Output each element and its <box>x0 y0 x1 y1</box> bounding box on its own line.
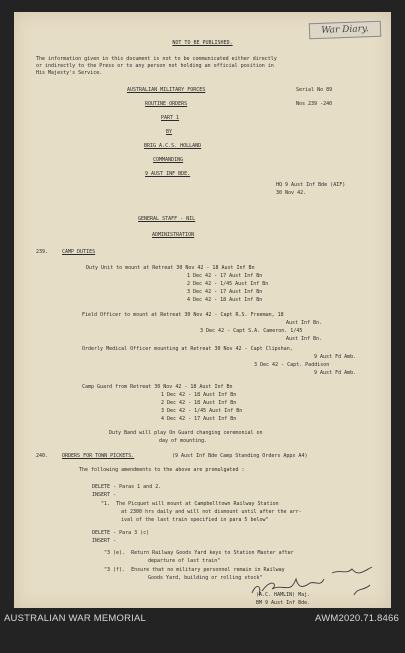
amendment-line: departure of last train" <box>148 558 221 564</box>
force-name: AUSTRALIAN MILITARY FORCES <box>127 87 206 93</box>
brigadier-name: BRIG A.C.S. HOLLAND <box>144 143 202 149</box>
amendment-line: "3 (f). Ensure that no military personnel remain in Railway <box>104 567 285 573</box>
notice-line-1: The information given in this document is not to be communicated either directly <box>36 56 277 62</box>
administration-heading: ADMINISTRATION <box>152 232 195 238</box>
order-239-heading: CAMP DUTIES <box>62 249 96 255</box>
hq-line: HQ 9 Aust Inf Bde (AIF) <box>276 182 346 188</box>
amendment-line: ival of the last train specified in para 5 below" <box>121 517 269 523</box>
amendment-line: at 2300 hrs daily and will not dismount until after the arr- <box>121 509 302 515</box>
amendment-line: INSERT - <box>92 538 117 544</box>
amendment-line: Goods Yard, building or rolling stock" <box>148 575 263 581</box>
field-officer-line: 3 Dec 42 - Capt S.A. Cameron. 1/45 <box>200 328 303 334</box>
signatory-appointment: BM 9 Aust Inf Bde. <box>256 600 311 606</box>
amendment-line: "3 (e). Return Railway Goods Yard keys to Station Master after <box>104 550 294 556</box>
field-officer-line: Aust Inf Bn. <box>286 336 323 342</box>
amendment-line: DELETE - Paras 1 and 2. <box>92 484 162 490</box>
amendment-line: "1. The Picquet will mount at Campbelltown Railway Station <box>101 501 279 507</box>
camp-guard-line: 3 Dec 42 - 1/45 Aust Inf Bn <box>161 408 243 414</box>
part-label: PART 1 <box>161 115 180 121</box>
document-page <box>14 12 391 608</box>
notice-line-2: or indirectly to the Press or to any person not holding an official position in <box>36 63 274 69</box>
field-officer-line: Aust Inf Bn. <box>286 320 323 326</box>
by-label: BY <box>166 129 173 135</box>
order-240-heading: ORDERS FOR TOWN PICKETS. <box>62 453 135 459</box>
duty-unit-line: 3 Dec 42 - 17 Aust Inf Bn <box>187 289 263 295</box>
amendment-line: INSERT - <box>92 492 117 498</box>
duty-band-line: Duty Band will play On Guard changing ceremonial on <box>109 430 263 436</box>
notice-line-3: His Majesty's Service. <box>36 70 103 76</box>
amendment-line: DELETE - Para 3 (c) <box>92 530 150 536</box>
handwritten-signature <box>232 565 382 605</box>
archive-reference: AWM2020.71.8466 <box>315 613 399 624</box>
camp-guard-line: 4 Dec 42 - 17 Aust Inf Bn <box>161 416 237 422</box>
medical-officer-line: 9 Aust Fd Amb. <box>314 354 357 360</box>
duty-unit-line: 4 Dec 42 - 18 Aust Inf Bn <box>187 297 263 303</box>
duty-unit-line: Duty Unit to mount at Retreat 30 Nov 42 - 18 Aust Inf Bn <box>86 265 255 271</box>
archive-credit: AUSTRALIAN WAR MEMORIAL <box>4 613 147 624</box>
order-240-reference: (9 Aust Inf Bde Camp Standing Orders Appx A4) <box>172 453 308 459</box>
medical-officer-line: Orderly Medical Officer mounting at Retreat 30 Nov 42 - Capt Clipshan, <box>82 346 293 352</box>
commanding-label: COMMANDING <box>153 157 184 163</box>
camp-guard-line: 2 Dec 42 - 18 Aust Inf Bn <box>161 400 237 406</box>
signatory-name: (A.C. HAMLIN) Maj. <box>256 592 311 598</box>
document-date: 30 Nov 42. <box>276 190 307 196</box>
medical-officer-line: 9 Aust Fd Amb. <box>314 370 357 376</box>
duty-band-line: day of mounting. <box>159 438 208 444</box>
brigade-name: 9 AUST INF BDE. <box>145 171 191 177</box>
medical-officer-line: 3 Dec 42 - Capt. Paddison <box>254 362 330 368</box>
document-title: NOT TO BE PUBLISHED. <box>172 40 233 46</box>
order-239-number: 239. <box>36 249 49 255</box>
routine-orders-title: ROUTINE ORDERS <box>145 101 188 107</box>
duty-unit-line: 2 Dec 42 - 1/45 Aust Inf Bn <box>187 281 269 287</box>
amendments-intro: The following amendments to the above are promulgated : <box>79 467 245 473</box>
order-numbers: Nos 239 -240 <box>296 101 333 107</box>
general-staff-heading: GENERAL STAFF - NIL <box>138 216 196 222</box>
field-officer-line: Field Officer to mount at Retreat 30 Nov 42 - Capt R.S. Freeman, 18 <box>82 312 284 318</box>
duty-unit-line: 1 Dec 42 - 17 Aust Inf Bn <box>187 273 263 279</box>
camp-guard-line: Camp Guard from Retreat 30 Nov 42 - 18 Aust Inf Bn <box>82 384 233 390</box>
war-diary-stamp: War Diary. <box>309 21 382 40</box>
camp-guard-line: 1 Dec 42 - 18 Aust Inf Bn <box>161 392 237 398</box>
order-240-number: 240. <box>36 453 49 459</box>
serial-number: Serial No 89 <box>296 87 333 93</box>
